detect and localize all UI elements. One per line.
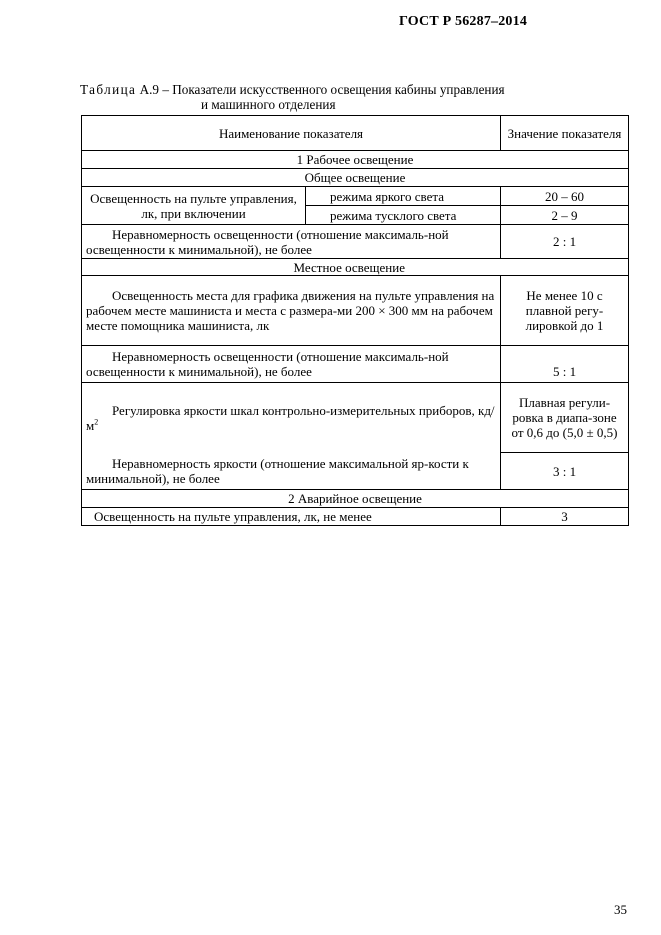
table-row — [82, 225, 629, 259]
document-code: ГОСТ Р 56287–2014 — [399, 14, 528, 29]
unit-superscript: 2 — [94, 417, 99, 427]
row-emergency-illuminance-name: Освещенность на пульте управления, лк, не менее — [82, 508, 501, 526]
mode-bright-value: 20 – 60 — [501, 187, 629, 206]
column-header-value: Значение показателя — [501, 116, 629, 151]
section-row — [82, 151, 629, 169]
row-illuminance-schedule-name: Освещенность места для графика движения на пульте управления на рабочем месте машиниста и места с размера-ми 200 × 300 мм на рабочем месте помощника машиниста, лк — [82, 276, 501, 346]
mode-bright: режима яркого света — [306, 187, 501, 206]
table-header-row — [82, 116, 629, 151]
caption-text-line1: А.9 – Показатели искусственного освещения кабины управления — [136, 82, 505, 97]
column-header-name: Наименование показателя — [82, 116, 501, 151]
subsection-general-lighting: Общее освещение — [82, 169, 629, 187]
row-brightness-regulation-name — [82, 383, 501, 453]
row-unevenness-local-value: 5 : 1 — [501, 346, 629, 383]
row-unevenness-general-value: 2 : 1 — [501, 225, 629, 259]
table-row — [82, 383, 629, 453]
table-row — [82, 187, 629, 206]
page-number: 35 — [614, 902, 627, 917]
section-working-lighting: 1 Рабочее освещение — [82, 151, 629, 169]
section-emergency-lighting: 2 Аварийное освещение — [82, 490, 629, 508]
row-unevenness-local-name: Неравномерность освещенности (отношение максималь-ной освещенности к минимальной), не более — [82, 346, 501, 383]
row-brightness-regulation-value: Плавная регули-ровка в диапа-зоне от 0,6 до (5,0 ± 0,5) — [501, 383, 629, 453]
row-emergency-illuminance-value: 3 — [501, 508, 629, 526]
row-illuminance-console-name: Освещенность на пульте управления, лк, при включении — [82, 187, 306, 225]
lighting-table — [81, 115, 629, 526]
table-row — [82, 346, 629, 383]
table-caption — [80, 82, 620, 112]
brightness-regulation-text: Регулировка яркости шкал контрольно-измерительных приборов, кд/м — [86, 402, 495, 433]
section-row — [82, 490, 629, 508]
row-unevenness-general-name: Неравномерность освещенности (отношение максималь-ной освещенности к минимальной), не более — [82, 225, 501, 259]
row-unevenness-brightness-name: Неравномерность яркости (отношение максимальной яр-кости к минимальной), не более — [82, 453, 501, 490]
caption-label: Таблица — [80, 82, 137, 97]
subsection-local-lighting: Местное освещение — [82, 259, 501, 276]
caption-text-line2: и машинного отделения — [201, 97, 336, 112]
mode-dim-value: 2 – 9 — [501, 206, 629, 225]
table-row — [82, 453, 629, 490]
table-row — [82, 508, 629, 526]
mode-dim: режима тусклого света — [306, 206, 501, 225]
subsection-row — [82, 169, 629, 187]
subsection-local-empty — [501, 259, 629, 276]
table-row — [82, 276, 629, 346]
row-unevenness-brightness-value: 3 : 1 — [501, 453, 629, 490]
subsection-row — [82, 259, 629, 276]
row-illuminance-schedule-value: Не менее 10 с плавной регу-лировкой до 1 — [501, 276, 629, 346]
